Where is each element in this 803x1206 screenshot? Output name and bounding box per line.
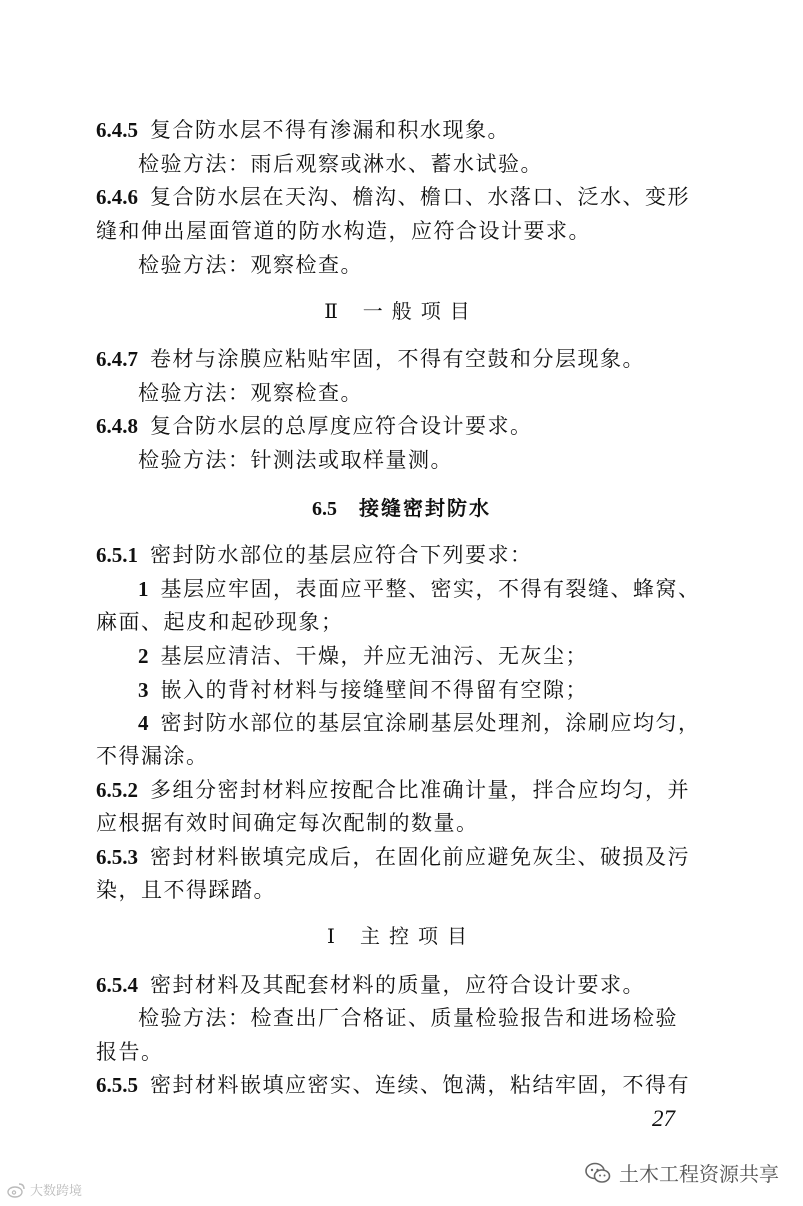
weibo-icon [6,1182,26,1198]
clause-6-5-3: 6.5.3 密封材料嵌填完成后，在固化前应避免灰尘、破损及污 [96,845,690,869]
subheading-general-items: Ⅱ 一般项目 [324,299,479,323]
list-item-3: 3 嵌入的背衬材料与接缝壁间不得留有空隙； [138,678,588,702]
inspection-method: 检验方法：检查出厂合格证、质量检验报告和进场检验 [138,1006,678,1030]
inspection-method: 检验方法：观察检查。 [138,253,363,277]
subheading-main-control-items: Ⅰ 主控项目 [327,924,476,948]
page-number: 27 [652,1106,675,1131]
clause-6-5-4: 6.5.4 密封材料及其配套材料的质量，应符合设计要求。 [96,973,645,997]
list-item-continuation: 麻面、起皮和起砂现象； [96,610,344,634]
list-item-2: 2 基层应清洁、干燥，并应无油污、无灰尘； [138,644,588,668]
watermark-weibo: 大数跨境 [6,1180,82,1199]
clause-continuation: 缝和伸出屋面管道的防水构造，应符合设计要求。 [96,219,591,243]
inspection-method: 检验方法：针测法或取样量测。 [138,448,453,472]
clause-continuation: 应根据有效时间确定每次配制的数量。 [96,811,479,835]
clause-continuation: 报告。 [96,1040,164,1064]
wechat-icon [585,1162,611,1184]
clause-6-4-5: 6.4.5 复合防水层不得有渗漏和积水现象。 [96,118,510,142]
clause-6-5-2: 6.5.2 多组分密封材料应按配合比准确计量，拌合应均匀，并 [96,778,690,802]
watermark-wechat: 土木工程资源共享 [585,1158,779,1187]
list-item-4: 4 密封防水部位的基层宜涂刷基层处理剂，涂刷应均匀， [138,711,701,735]
clause-6-5-5: 6.5.5 密封材料嵌填应密实、连续、饱满，粘结牢固，不得有 [96,1073,690,1097]
list-item-continuation: 不得漏涂。 [96,744,209,768]
clause-continuation: 染，且不得踩踏。 [96,878,276,902]
clause-6-5-1: 6.5.1 密封防水部位的基层应符合下列要求： [96,543,533,567]
clause-6-4-7: 6.4.7 卷材与涂膜应粘贴牢固，不得有空鼓和分层现象。 [96,347,645,371]
list-item-1: 1 基层应牢固，表面应平整、密实，不得有裂缝、蜂窝、 [138,577,701,601]
inspection-method: 检验方法：观察检查。 [138,381,363,405]
clause-6-4-8: 6.4.8 复合防水层的总厚度应符合设计要求。 [96,414,533,438]
section-title-6-5: 6.5 接缝密封防水 [312,496,491,520]
clause-6-4-6: 6.4.6 复合防水层在天沟、檐沟、檐口、水落口、泛水、变形 [96,185,690,209]
inspection-method: 检验方法：雨后观察或淋水、蓄水试验。 [138,152,543,176]
